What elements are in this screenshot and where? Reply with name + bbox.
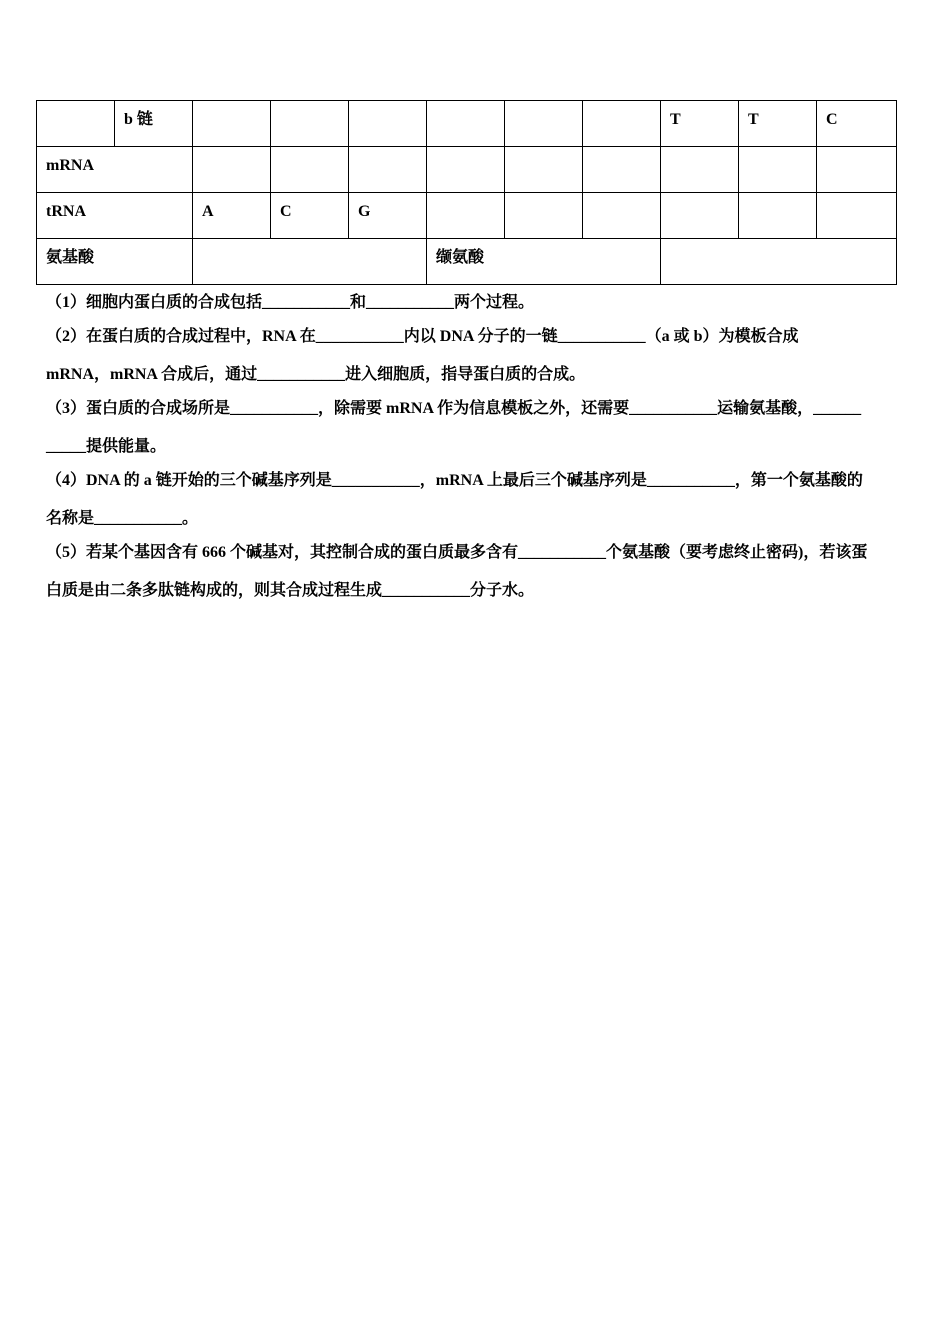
table-cell <box>739 147 817 193</box>
table-cell <box>583 147 661 193</box>
question-1 <box>46 289 906 317</box>
table-cell <box>271 147 349 193</box>
table-cell: C <box>817 101 897 147</box>
question-2-line-2: mRNA，mRNA 合成后，通过___________进入细胞质，指导蛋白质的合成。 <box>46 366 586 383</box>
table-cell: C <box>271 193 349 239</box>
question-5-line-2: 白质是由二条多肽链构成的，则其合成过程生成___________分子水。 <box>46 582 535 599</box>
table-cell <box>427 147 505 193</box>
table-row <box>37 101 897 147</box>
question-2 <box>46 323 906 389</box>
table-cell: T <box>661 101 739 147</box>
table-cell: A <box>193 193 271 239</box>
table-cell <box>739 193 817 239</box>
table-cell <box>583 193 661 239</box>
row-label-trna: tRNA <box>37 193 193 239</box>
table-cell <box>193 239 427 285</box>
table-cell: G <box>349 193 427 239</box>
table-cell <box>271 101 349 147</box>
question-4-line-2: 名称是___________。 <box>46 510 199 527</box>
table-cell <box>583 101 661 147</box>
question-1-text: （1）细胞内蛋白质的合成包括___________和___________两个过程。 <box>46 294 535 311</box>
question-4-line-1: （4）DNA 的 a 链开始的三个碱基序列是___________，mRNA 上最后三个碱基序列是___________，第一个氨基酸的 <box>46 472 863 489</box>
table-row <box>37 239 897 285</box>
row-label-b-chain: b 链 <box>115 101 193 147</box>
table-cell <box>661 147 739 193</box>
table-cell <box>193 147 271 193</box>
table-cell <box>505 147 583 193</box>
table-cell <box>505 101 583 147</box>
table-row <box>37 193 897 239</box>
table-cell <box>661 239 897 285</box>
question-3 <box>46 395 906 461</box>
row-label-amino-acid: 氨基酸 <box>37 239 193 285</box>
table-cell <box>427 193 505 239</box>
amino-acid-valine: 缬氨酸 <box>427 239 661 285</box>
question-5-line-1: （5）若某个基因含有 666 个碱基对，其控制合成的蛋白质最多含有___________个氨基酸（要考虑终止密码)，若该蛋 <box>46 544 868 561</box>
question-2-line-1: （2）在蛋白质的合成过程中，RNA 在___________内以 DNA 分子的一链___________（a 或 b）为模板合成 <box>46 328 799 345</box>
table-cell <box>349 101 427 147</box>
table-cell <box>661 193 739 239</box>
question-3-line-1: （3）蛋白质的合成场所是___________，除需要 mRNA 作为信息模板之外，还需要___________运输氨基酸，______ <box>46 400 862 417</box>
row-label-mrna: mRNA <box>37 147 193 193</box>
table-cell-empty <box>37 101 115 147</box>
table-cell <box>817 193 897 239</box>
table-cell <box>349 147 427 193</box>
question-4 <box>46 467 906 533</box>
table-row <box>37 147 897 193</box>
question-list <box>46 289 906 605</box>
question-5 <box>46 539 906 605</box>
table-cell: T <box>739 101 817 147</box>
base-sequence-table <box>36 100 897 285</box>
table-cell <box>505 193 583 239</box>
table-cell <box>193 101 271 147</box>
table-cell <box>817 147 897 193</box>
question-3-line-2: _____提供能量。 <box>46 438 167 455</box>
table-cell <box>427 101 505 147</box>
